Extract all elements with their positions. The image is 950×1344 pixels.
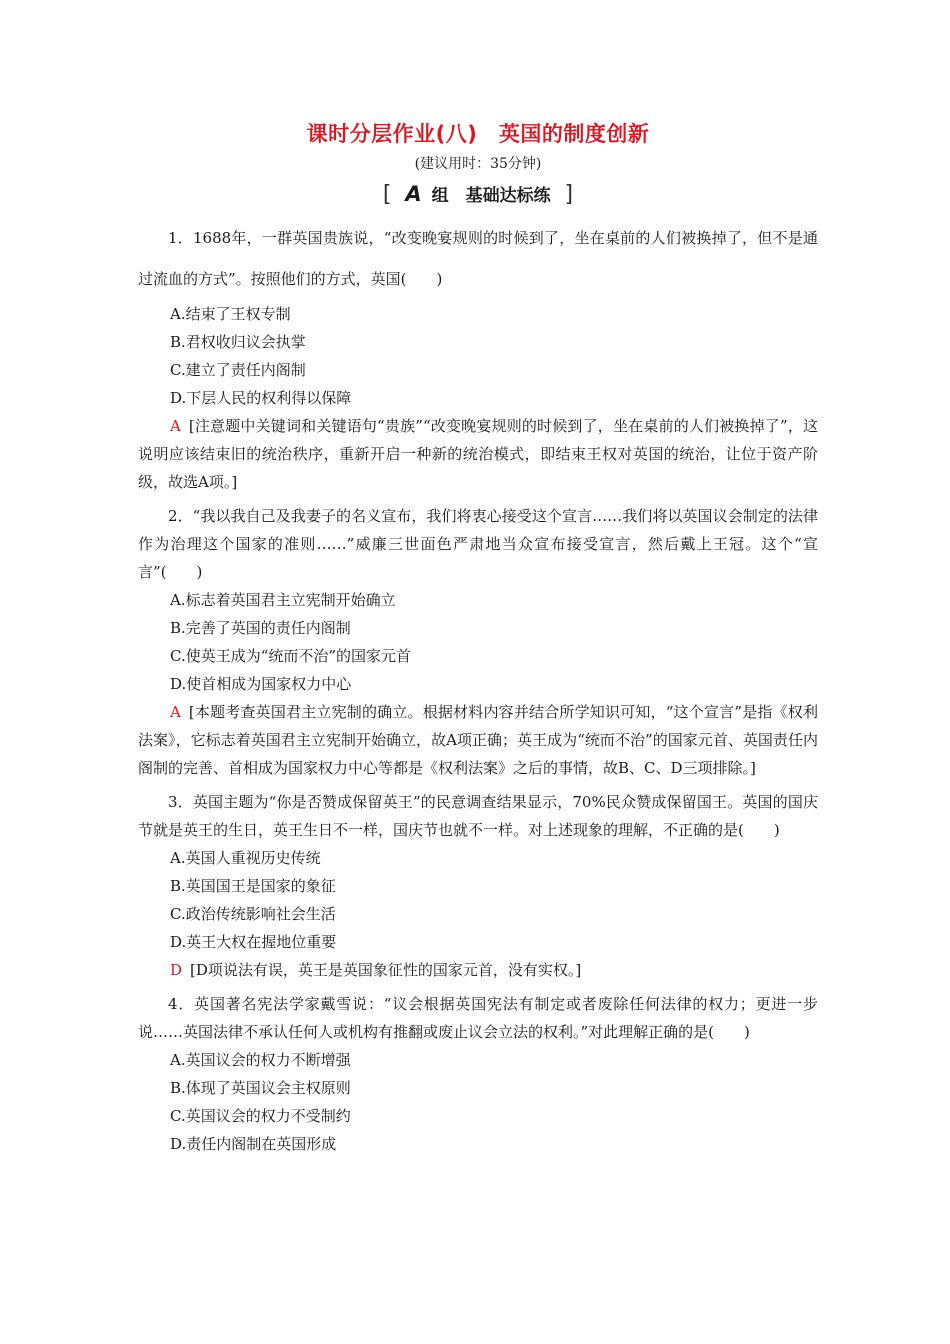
option: C.政治传统影响社会生活 xyxy=(170,905,336,923)
answer-letter: D xyxy=(170,961,183,979)
question-stem: 4．英国著名宪法学家戴雪说：“议会根据英国宪法有制定或者废除任何法律的权力；更进一步说……英国法律不承认任何人或机构有推翻或废止议会立法的权利。”对此理解正确的是( ) xyxy=(138,995,818,1041)
option: D.英王大权在握地位重要 xyxy=(170,933,337,951)
option: D.使首相成为国家权力中心 xyxy=(170,675,352,693)
option: B.完善了英国的责任内阁制 xyxy=(170,619,351,637)
answer-letter: A xyxy=(170,703,181,721)
option: D.责任内阁制在英国形成 xyxy=(170,1135,337,1153)
suggested-time: (建议用时：35分钟) xyxy=(414,156,542,172)
option: B.英国国王是国家的象征 xyxy=(170,877,336,895)
option: A.英国人重视历史传统 xyxy=(170,849,321,867)
option: C.使英王成为“统而不治”的国家元首 xyxy=(170,647,412,665)
option: C.英国议会的权力不受制约 xyxy=(170,1107,351,1125)
bracket-left: [ xyxy=(382,182,392,207)
question-stem: 3．英国主题为“你是否赞成保留英王”的民意调查结果显示，70%民众赞成保留国王。英国的国庆节就是英王的生日，英王生日不一样，国庆节也就不一样。对上述现象的理解，不正确的是( ) xyxy=(138,793,818,839)
answer-explanation: A [本题考查英国君主立宪制的确立。根据材料内容并结合所学知识可知，“这个宣言”是指《权利法案》，它标志着英国君主立宪制开始确立，故A项正确；英王成为“统而不治”的国家元首、英国责任内阁制的完善、首相成为国家权力中心等都是《权利法案》之后的事情，故B、C、D三项排除。] xyxy=(138,698,818,782)
answer-explanation: A [注意题中关键词和关键语句“贵族”“改变晚宴规则的时候到了，坐在桌前的人们被换掉了”，这说明应该结束旧的统治秩序，重新开启一种新的统治模式，即结束王权对英国的统治，让位于资产阶级，故选A项。] xyxy=(138,412,818,496)
group-letter: A xyxy=(405,182,422,206)
question-stem: 1．1688年，一群英国贵族说，“改变晚宴规则的时候到了，坐在桌前的人们被换掉了，但不是通过流血的方式”。按照他们的方式，英国( ) xyxy=(138,229,818,288)
option: A.结束了王权专制 xyxy=(170,305,291,323)
option: A.英国议会的权力不断增强 xyxy=(170,1051,351,1069)
option: C.建立了责任内阁制 xyxy=(170,361,306,379)
option: D.下层人民的权利得以保障 xyxy=(170,389,352,407)
group-label: 组 基础达标练 xyxy=(431,186,551,206)
section-heading xyxy=(138,180,818,210)
option: B.体现了英国议会主权原则 xyxy=(170,1079,351,1097)
option: A.标志着英国君主立宪制开始确立 xyxy=(170,591,396,609)
bracket-right: ] xyxy=(564,182,574,207)
answer-letter: A xyxy=(170,417,181,435)
question-stem: 2．“我以我自己及我妻子的名义宣布，我们将衷心接受这个宣言……我们将以英国议会制定的法律作为治理这个国家的准则……”威廉三世面色严肃地当众宣布接受宣言，然后戴上王冠。这个“宣言”( ) xyxy=(138,507,818,581)
document-page xyxy=(138,118,818,1158)
page-title: 课时分层作业(八) 英国的制度创新 xyxy=(306,122,650,146)
answer-explanation: D [D项说法有误，英王是英国象征性的国家元首，没有实权。] xyxy=(138,956,818,984)
option: B.君权收归议会执掌 xyxy=(170,333,306,351)
